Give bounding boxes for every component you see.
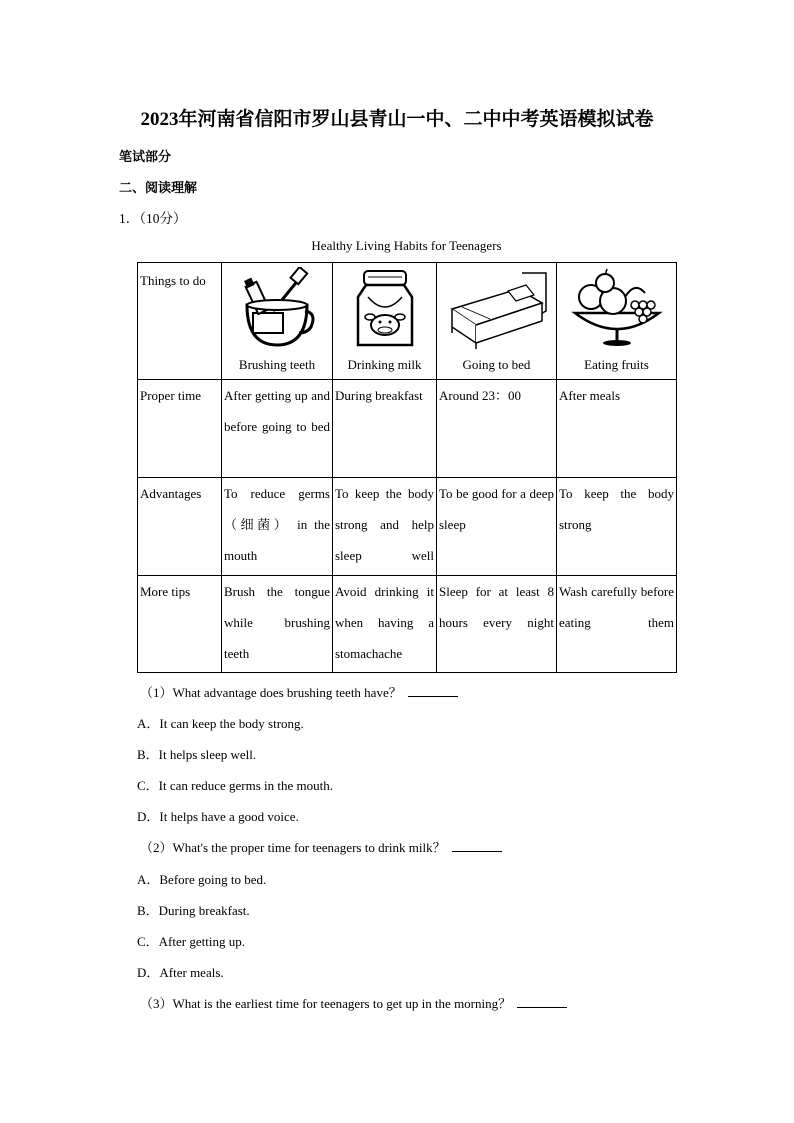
table-cell: Avoid drinking it when having a stomachache — [333, 576, 437, 673]
habit-label: Drinking milk — [347, 357, 422, 372]
option: A．It can keep the body strong. — [137, 716, 304, 731]
part-label: 笔试部分 — [119, 149, 172, 164]
table-cell: During breakfast — [333, 380, 437, 478]
section-label: 二、阅读理解 — [119, 180, 198, 195]
table-cell: To keep the body strong and help sleep well — [333, 478, 437, 576]
habit-cell — [222, 263, 333, 380]
question-number: 1．（10分） — [119, 211, 187, 226]
bed-icon — [442, 267, 552, 353]
table-row — [138, 263, 677, 380]
answer-blank[interactable] — [452, 839, 502, 852]
table-row — [138, 576, 677, 673]
table-cell: Around 23：00 — [437, 380, 557, 478]
habits-table — [137, 262, 677, 673]
habit-label: Brushing teeth — [238, 357, 316, 372]
option: C．After getting up. — [137, 934, 245, 949]
option: B．During breakfast. — [137, 903, 250, 918]
table-row — [138, 478, 677, 576]
option: B．It helps sleep well. — [137, 747, 257, 762]
answer-blank[interactable] — [517, 995, 567, 1008]
answer-blank[interactable] — [408, 684, 458, 697]
option: C．It can reduce germs in the mouth. — [137, 778, 334, 793]
row-label: Proper time — [138, 380, 222, 478]
fruit-bowl-icon — [569, 267, 665, 353]
option: D．After meals. — [137, 965, 224, 980]
table-cell: Brush the tongue while brushing teeth — [222, 576, 333, 673]
row-label: Advantages — [138, 478, 222, 576]
header-label: Things to do — [138, 263, 222, 380]
table-cell: Sleep for at least 8 hours every night — [437, 576, 557, 673]
habit-cell — [557, 263, 677, 380]
milk-jar-icon — [348, 267, 422, 353]
question-stem: （3）What is the earliest time for teenagers to get up in the morning？ — [140, 993, 567, 1012]
question-stem: （1）What advantage does brushing teeth have？ — [140, 682, 458, 701]
question-stem: （2）What's the proper time for teenagers to drink milk？ — [140, 837, 502, 856]
table-cell: After meals — [557, 380, 677, 478]
document-title: 2023年河南省信阳市罗山县青山一中、二中中考英语模拟试卷 — [140, 109, 654, 130]
table-cell: To keep the body strong — [557, 478, 677, 576]
habit-cell — [333, 263, 437, 380]
table-cell: Wash carefully before eating them — [557, 576, 677, 673]
habit-label: Going to bed — [462, 357, 531, 372]
toothbrush-cup-icon — [237, 267, 317, 353]
table-cell: To be good for a deep sleep — [437, 478, 557, 576]
table-row — [138, 380, 677, 478]
table-caption: Healthy Living Habits for Teenagers — [311, 238, 502, 253]
option: A．Before going to bed. — [137, 872, 267, 887]
row-label: More tips — [138, 576, 222, 673]
table-cell: To reduce germs （细菌） in the mouth — [222, 478, 333, 576]
habit-label: Eating fruits — [584, 357, 649, 372]
option: D．It helps have a good voice. — [137, 809, 299, 824]
habit-cell — [437, 263, 557, 380]
table-cell: After getting up and before going to bed — [222, 380, 333, 478]
